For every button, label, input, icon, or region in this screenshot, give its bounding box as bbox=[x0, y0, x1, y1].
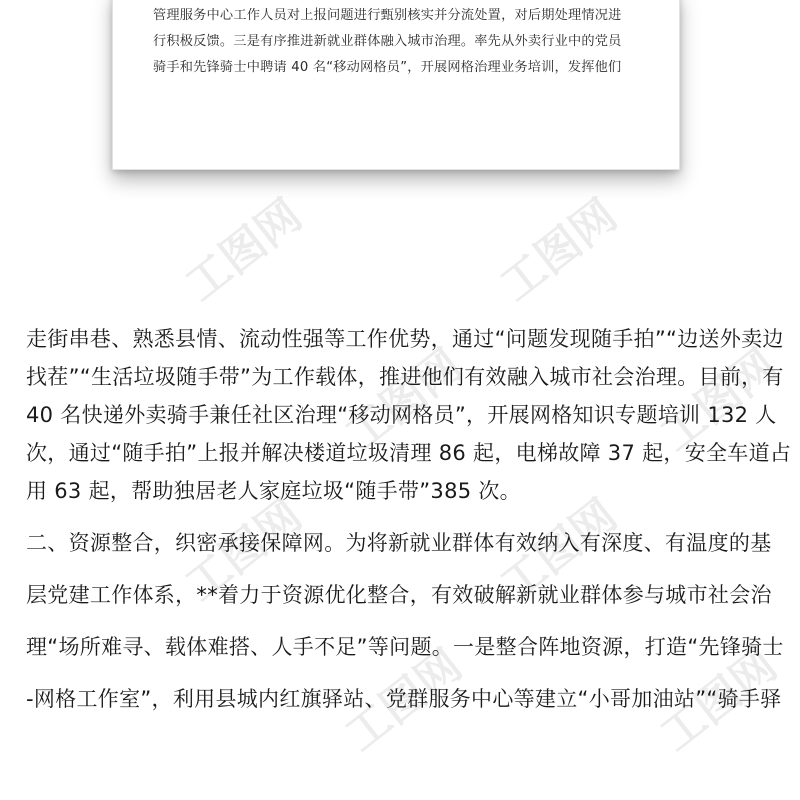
watermark: 工图网 bbox=[176, 189, 312, 312]
body-text-line: 找茬”“生活垃圾随手带”为工作载体，推进他们有效融入城市社会治理。目前，有 bbox=[26, 365, 784, 389]
watermark: 工图网 bbox=[491, 489, 627, 612]
watermark: 工图网 bbox=[491, 189, 627, 312]
card-text-block bbox=[153, 3, 653, 81]
body-text-line: -网格工作室”，利用县城内红旗驿站、党群服务中心等建立“小哥加油站”“骑手驿 bbox=[26, 687, 782, 711]
body-text-line: 走街串巷、熟悉县情、流动性强等工作优势，通过“问题发现随手拍”“边送外卖边 bbox=[26, 327, 784, 351]
card-text-line: 管理服务中心工作人员对上报问题进行甄别核实并分流处置，对后期处理情况进 bbox=[153, 8, 622, 23]
watermark: 工图网 bbox=[336, 339, 472, 462]
body-text-line: 40 名快递外卖骑手兼任社区治理“移动网格员”，开展网格知识专题培训 132 人 bbox=[26, 403, 777, 427]
watermark: 工图网 bbox=[651, 639, 787, 762]
body-text-line: 用 63 起，帮助独居老人家庭垃圾“随手带”385 次。 bbox=[26, 479, 521, 503]
body-text-line: 次，通过“随手拍”上报并解决楼道垃圾清理 86 起，电梯故障 37 起，安全车道占 bbox=[26, 441, 792, 465]
body-text-line: 层党建工作体系，**着力于资源优化整合，有效破解新就业群体参与城市社会治 bbox=[26, 583, 772, 607]
section-heading-line: 二、资源整合，织密承接保障网。为将新就业群体有效纳入有深度、有温度的基 bbox=[26, 531, 772, 555]
card-text-line: 骑手和先锋骑士中聘请 40 名“移动网格员”，开展网格治理业务培训，发挥他们 bbox=[153, 60, 622, 75]
watermark: 工图网 bbox=[336, 639, 472, 762]
watermark: 工图网 bbox=[651, 339, 787, 462]
body-text-line: 理“场所难寻、载体难搭、人手不足”等问题。一是整合阵地资源，打造“先锋骑士 bbox=[26, 635, 784, 659]
watermark: 工图网 bbox=[176, 489, 312, 612]
document-body bbox=[26, 320, 792, 718]
document-preview-card bbox=[112, 0, 680, 170]
card-text-line: 行积极反馈。三是有序推进新就业群体融入城市治理。率先从外卖行业中的党员 bbox=[153, 34, 622, 49]
